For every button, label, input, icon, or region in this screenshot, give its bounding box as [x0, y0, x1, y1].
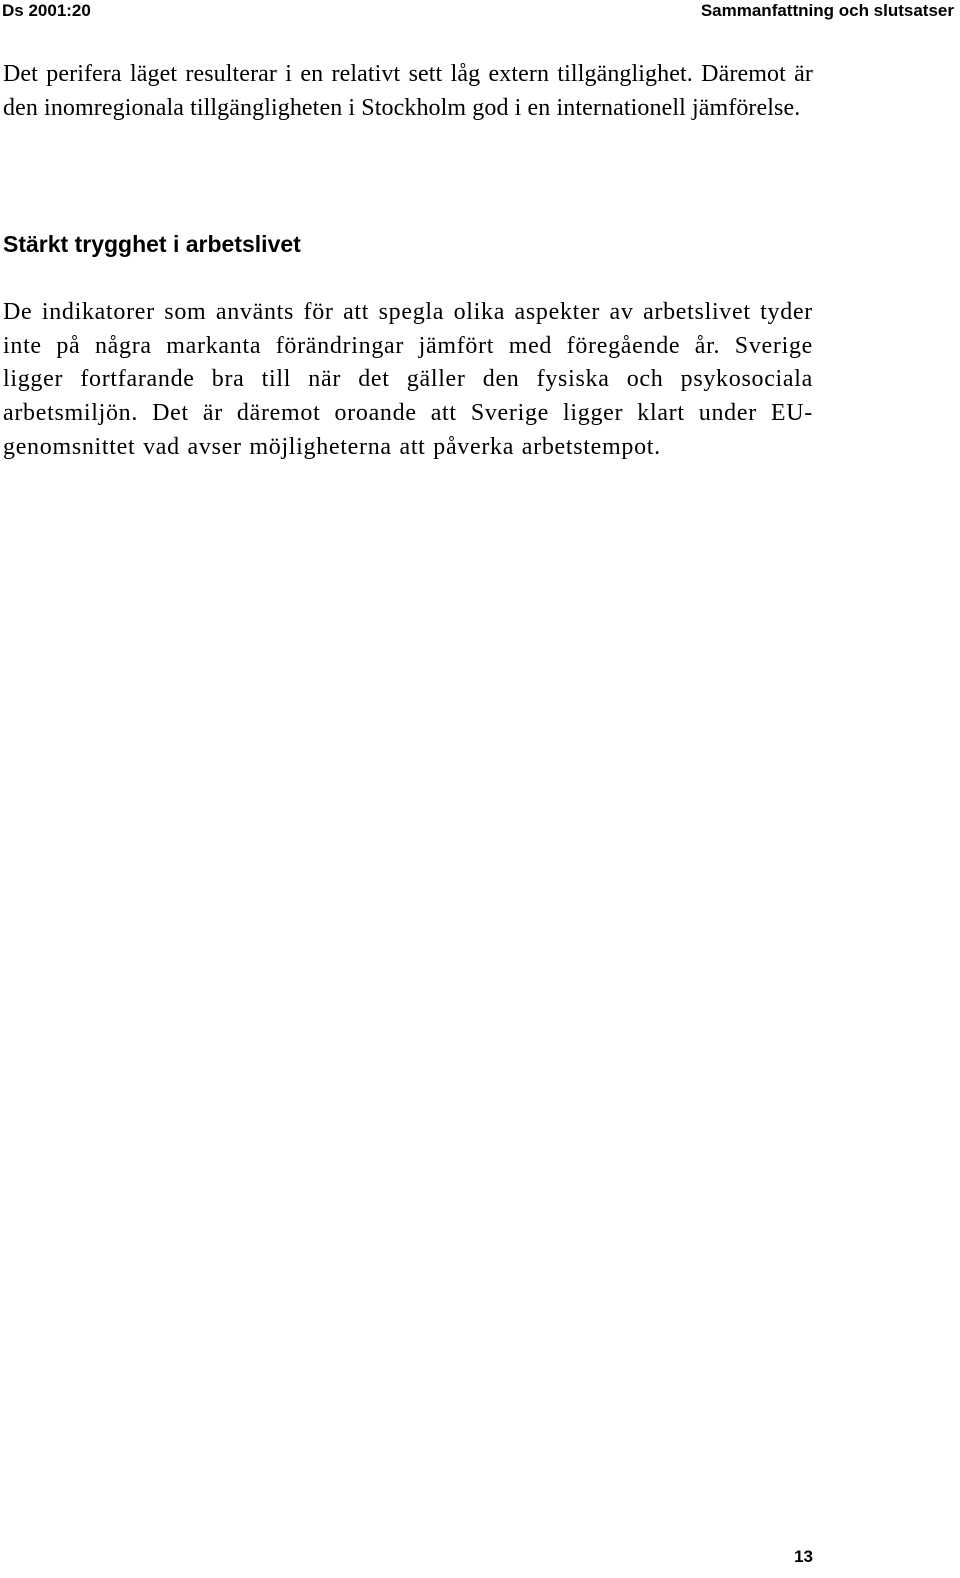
running-head-chapter-title: Sammanfattning och slutsatser [700, 1, 954, 20]
intro-paragraph: Det perifera läget resulterar i en relativt sett låg extern tillgänglighet. Däremot är den inomregionala tillgängligheten i Stockholm god i en internationell jämförelse. [3, 61, 813, 121]
page-number: 13 [794, 1547, 813, 1566]
running-head-report-id: Ds 2001:20 [2, 1, 91, 20]
section-heading: Stärkt trygghet i arbetslivet [3, 231, 301, 257]
section-paragraph: De indikatorer som använts för att spegla olika aspekter av arbetslivet tyder inte på några markanta förändringar jämfört med föregående år. Sverige ligger fortfarande bra till när det gäller den fysiska och psykosociala arbetsmiljön. Det är däremot oroande att Sverige ligger klart under EU-genomsnittet vad avser möjligheterna att påverka arbetstempot. [3, 299, 813, 460]
